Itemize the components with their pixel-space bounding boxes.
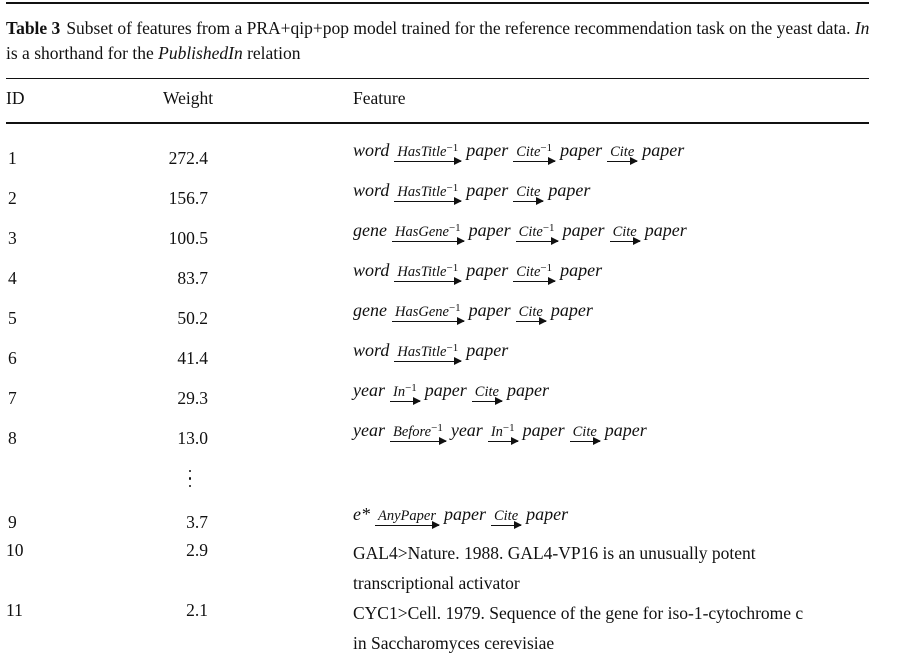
arrow-shaft: [392, 321, 464, 322]
row-weight: 3.7: [186, 512, 208, 532]
relation-arrow: [390, 381, 420, 407]
feature-path: [353, 180, 590, 207]
arrow-shaft: [610, 241, 640, 242]
header-id: ID: [6, 88, 25, 108]
relation-name: HasGene: [394, 304, 449, 320]
row-id: 7: [8, 388, 17, 408]
row-weight: 272.4: [168, 148, 208, 168]
relation-name: HasGene: [394, 224, 449, 240]
relation-label: [394, 141, 461, 160]
row-id: 10: [6, 540, 24, 560]
feature-path: [353, 140, 684, 167]
path-node: paper: [468, 300, 511, 320]
row-weight: 2.9: [186, 540, 208, 560]
feature-path: [353, 300, 593, 327]
relation-arrow: [394, 341, 461, 367]
feature-path: [353, 380, 549, 407]
arrow-shaft: [394, 361, 461, 362]
inverse-superscript: −1: [540, 262, 553, 274]
relation-name: In: [490, 424, 503, 440]
caption-text: Subset of features from a PRA+qip+pop model trained for the reference recommendation task on the yeast data.: [66, 18, 855, 38]
row-weight: 41.4: [177, 348, 208, 368]
relation-name: Cite: [516, 144, 541, 160]
arrow-shaft: [488, 441, 518, 442]
path-node: word: [353, 180, 390, 200]
relation-arrow: [513, 141, 555, 167]
inverse-superscript: −1: [446, 262, 459, 274]
relation-name: Cite: [516, 184, 541, 200]
relation-name: Cite: [474, 384, 499, 400]
relation-name: Cite: [518, 224, 543, 240]
caption-text-2: is a shorthand for the: [6, 43, 159, 63]
relation-name: HasTitle: [397, 264, 447, 280]
arrow-shaft: [513, 161, 555, 162]
path-node: word: [353, 340, 390, 360]
arrow-shaft: [375, 525, 439, 526]
arrow-shaft: [570, 441, 600, 442]
arrow-shaft: [394, 161, 461, 162]
inverse-superscript: −1: [540, 142, 553, 154]
row-weight: 83.7: [177, 268, 208, 288]
relation-label: [392, 301, 464, 320]
relation-arrow: [513, 261, 555, 287]
relation-arrow: [394, 181, 461, 207]
relation-arrow: [390, 421, 446, 447]
relation-label: [375, 509, 439, 524]
relation-arrow: [570, 425, 600, 447]
relation-name: HasTitle: [397, 144, 447, 160]
relation-arrow: [375, 509, 439, 531]
text-feature-line: GAL4>Nature. 1988. GAL4-VP16 is an unusually potent: [353, 543, 756, 563]
relation-name: HasTitle: [397, 184, 447, 200]
arrow-shaft: [390, 401, 420, 402]
path-node: paper: [443, 504, 486, 524]
arrow-shaft: [516, 321, 546, 322]
text-feature-line: transcriptional activator: [353, 573, 520, 593]
relation-name: Before: [392, 424, 432, 440]
path-node: year: [353, 420, 385, 440]
relation-label: [394, 341, 461, 360]
row-weight: 100.5: [168, 228, 208, 248]
row-id: 6: [8, 348, 17, 368]
top-rule: [6, 2, 869, 4]
path-node: paper: [548, 180, 591, 200]
path-node: year: [353, 380, 385, 400]
path-node: paper: [642, 140, 685, 160]
caption-text-3: relation: [242, 43, 301, 63]
path-node: paper: [644, 220, 687, 240]
relation-arrow: [513, 185, 543, 207]
relation-label: [394, 261, 461, 280]
relation-name: Cite: [612, 224, 637, 240]
relation-arrow: [394, 261, 461, 287]
header-weight: Weight: [163, 88, 214, 108]
path-node: paper: [522, 420, 565, 440]
text-feature-line: in Saccharomyces cerevisiae: [353, 633, 555, 653]
arrow-shaft: [516, 241, 558, 242]
row-id: 4: [8, 268, 17, 288]
arrow-shaft: [491, 525, 521, 526]
relation-name: Cite: [516, 264, 541, 280]
feature-path: [353, 340, 508, 367]
path-node: paper: [466, 260, 509, 280]
header-top-rule: [6, 78, 869, 79]
path-node: paper: [468, 220, 511, 240]
path-node: paper: [526, 504, 569, 524]
arrow-shaft: [394, 201, 461, 202]
arrow-shaft: [472, 401, 502, 402]
relation-name: AnyPaper: [378, 508, 436, 524]
feature-path: [353, 260, 602, 287]
feature-path: [353, 420, 647, 447]
vertical-ellipsis: [188, 470, 194, 492]
path-node: paper: [506, 380, 549, 400]
path-node: word: [353, 260, 390, 280]
relation-name: Cite: [610, 144, 635, 160]
inverse-superscript: −1: [446, 182, 459, 194]
path-node: gene: [353, 300, 387, 320]
inverse-superscript: −1: [431, 422, 443, 434]
relation-name: Cite: [572, 424, 597, 440]
path-node: paper: [562, 220, 605, 240]
relation-label: [392, 221, 464, 240]
relation-name: Cite: [493, 508, 519, 524]
arrow-shaft: [607, 161, 637, 162]
caption-in-abbr: In: [854, 18, 870, 38]
path-node: gene: [353, 220, 387, 240]
table-caption: [6, 16, 874, 66]
path-node: paper: [424, 380, 467, 400]
text-feature-line: CYC1>Cell. 1979. Sequence of the gene for iso-1-cytochrome c: [353, 603, 804, 623]
relation-arrow: [610, 225, 640, 247]
row-id: 8: [8, 428, 17, 448]
header-feature: Feature: [353, 88, 406, 108]
path-node: paper: [560, 140, 603, 160]
path-node: paper: [466, 340, 509, 360]
arrow-shaft: [513, 201, 543, 202]
relation-name: Cite: [518, 304, 543, 320]
text-feature: [353, 598, 893, 658]
inverse-superscript: −1: [502, 422, 515, 434]
path-node: word: [353, 140, 390, 160]
feature-path: [353, 504, 568, 531]
relation-arrow: [516, 221, 558, 247]
relation-label: [394, 181, 461, 200]
relation-arrow: [607, 145, 637, 167]
inverse-superscript: −1: [448, 302, 461, 314]
inverse-superscript: −1: [446, 342, 459, 354]
header-bottom-rule: [6, 122, 869, 124]
row-id: 3: [8, 228, 17, 248]
relation-arrow: [488, 421, 518, 447]
row-id: 9: [8, 512, 17, 532]
row-weight: 13.0: [177, 428, 208, 448]
feature-path: [353, 220, 687, 247]
arrow-shaft: [392, 241, 464, 242]
relation-arrow: [472, 385, 502, 407]
text-feature: [353, 538, 893, 598]
relation-label: [390, 421, 446, 440]
relation-name: HasTitle: [397, 344, 447, 360]
relation-arrow: [392, 221, 464, 247]
relation-arrow: [392, 301, 464, 327]
path-node: year: [450, 420, 483, 440]
relation-arrow: [491, 509, 521, 531]
path-node: paper: [604, 420, 647, 440]
relation-arrow: [394, 141, 461, 167]
relation-name: In: [392, 384, 406, 400]
path-node: paper: [466, 180, 509, 200]
arrow-shaft: [513, 281, 555, 282]
caption-relation: PublishedIn: [158, 43, 243, 63]
relation-arrow: [516, 305, 546, 327]
caption-label: Table 3: [6, 18, 61, 38]
row-weight: 50.2: [177, 308, 208, 328]
row-id: 2: [8, 188, 17, 208]
arrow-shaft: [390, 441, 446, 442]
inverse-superscript: −1: [448, 222, 461, 234]
path-node: paper: [550, 300, 593, 320]
inverse-superscript: −1: [542, 222, 555, 234]
row-id: 5: [8, 308, 17, 328]
arrow-shaft: [394, 281, 461, 282]
path-node: paper: [466, 140, 509, 160]
row-weight: 156.7: [168, 188, 208, 208]
row-weight: 29.3: [177, 388, 208, 408]
inverse-superscript: −1: [405, 382, 417, 394]
row-id: 11: [6, 600, 23, 620]
path-node: paper: [560, 260, 603, 280]
inverse-superscript: −1: [446, 142, 459, 154]
row-weight: 2.1: [186, 600, 208, 620]
row-id: 1: [8, 148, 17, 168]
path-node: e*: [353, 504, 370, 524]
